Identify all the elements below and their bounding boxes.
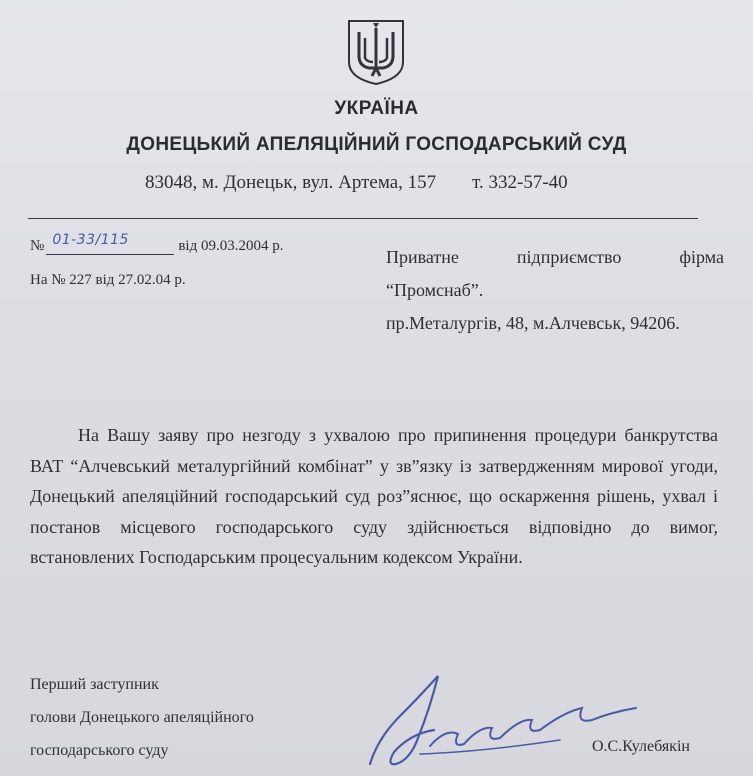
outgoing-date: від 09.03.2004 р. bbox=[178, 238, 284, 254]
addressee-line-1 bbox=[386, 241, 724, 274]
court-address-line bbox=[145, 172, 568, 194]
handwritten-number: 01-33/115 bbox=[52, 232, 129, 248]
trident-coat-of-arms-icon bbox=[345, 18, 407, 86]
number-prefix: № bbox=[30, 238, 45, 254]
signer-name: О.С.Кулебякін bbox=[592, 738, 690, 755]
signatory-position bbox=[30, 668, 254, 767]
addressee-word: підприємство bbox=[516, 247, 622, 267]
court-name-heading: ДОНЕЦЬКИЙ АПЕЛЯЦІЙНИЙ ГОСПОДАРСЬКИЙ СУД bbox=[126, 134, 627, 155]
handwritten-signature bbox=[360, 668, 640, 776]
reply-reference: На № 227 від 27.02.04 р. bbox=[30, 272, 186, 288]
number-blank bbox=[46, 232, 174, 255]
addressee-word: Приватне bbox=[386, 247, 459, 267]
body-paragraph: На Вашу заяву про незгоду з ухвалою про припинення процедури банкрутства ВАТ “Алчевський металургійний комбінат” у зв”язку із затвердженням мирової угоди, Донецький апеляційний господарський суд роз”яснює, що оскарження рішень, ухвал і постанов місцевого господарського суду здійснюється відповідно до вимог, встановлених Господарським процесуальним кодексом України. bbox=[30, 425, 718, 567]
addressee-word: фірма bbox=[679, 247, 724, 267]
addressee-company: “Промснаб”. bbox=[386, 280, 484, 300]
signatory-line: голови Донецького апеляційного bbox=[30, 709, 254, 726]
outgoing-reference bbox=[30, 232, 284, 255]
court-address: 83048, м. Донецьк, вул. Артема, 157 bbox=[145, 172, 437, 193]
signatory-line: господарського суду bbox=[30, 742, 169, 759]
court-phone: т. 332-57-40 bbox=[472, 172, 568, 193]
country-title: УКРАЇНА bbox=[334, 98, 419, 119]
letter-body bbox=[30, 420, 718, 573]
addressee-address: пр.Металургів, 48, м.Алчевськ, 94206. bbox=[386, 313, 680, 333]
header-divider bbox=[28, 218, 698, 219]
addressee-block bbox=[386, 241, 724, 340]
signatory-line: Перший заступник bbox=[30, 676, 159, 693]
